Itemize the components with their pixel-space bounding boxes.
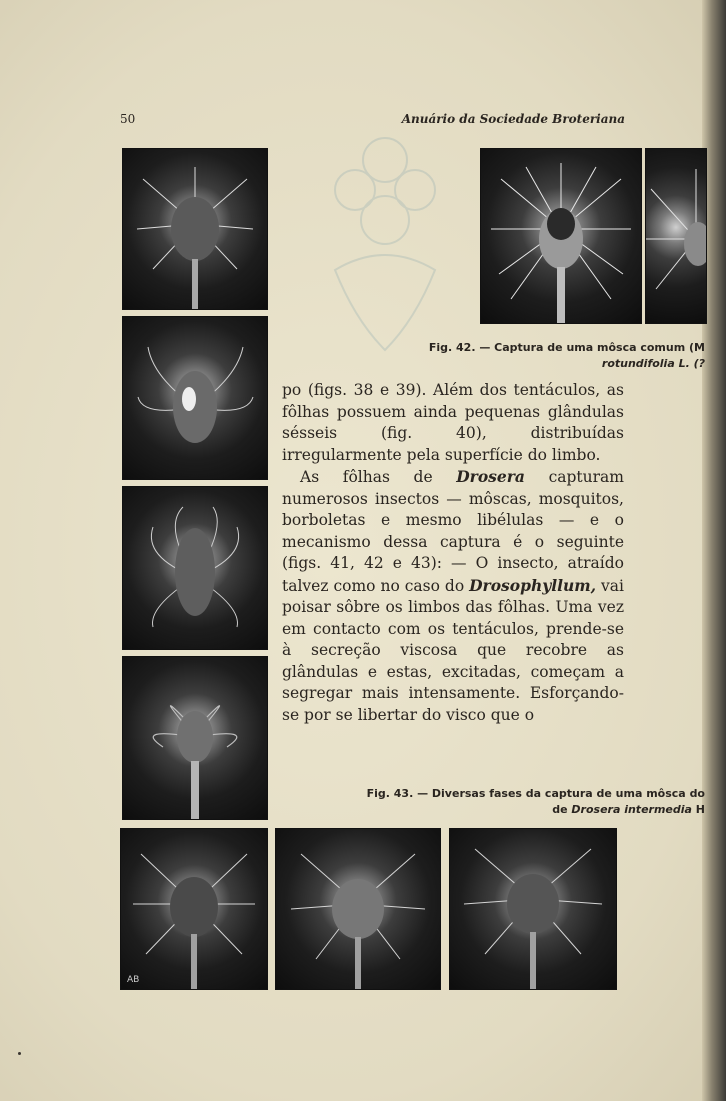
genus-drosophyllum: Drosophyllum, — [469, 575, 597, 595]
fig43-photo-5 — [120, 828, 268, 990]
sundew-leaf-with-fly-icon — [481, 149, 641, 323]
paragraph-2-part-a: As fôlhas de — [300, 468, 457, 486]
sundew-leaf-curling-icon — [123, 487, 267, 649]
fig42-caption-line2: rotundifolia L. (? — [601, 357, 705, 370]
page-number: 50 — [120, 112, 136, 126]
paper-speck — [18, 1052, 21, 1055]
fig43-caption-line1: Fig. 43. — Diversas fases da captura de uma môsca do — [366, 787, 705, 800]
fig43-photo-4 — [122, 656, 268, 820]
paragraph-2 — [282, 466, 624, 726]
fig43-photo-3 — [122, 486, 268, 650]
show-through-illustration — [295, 120, 475, 360]
fig43-photo-1 — [122, 148, 268, 310]
sundew-leaf-icon — [646, 149, 706, 323]
sundew-leaf-capture-icon — [123, 317, 267, 479]
fig43-caption-line2 — [360, 802, 705, 818]
body-text — [282, 380, 624, 726]
journal-title: Anuário da Sociedade Broteriana — [401, 112, 625, 126]
fig43-photo-7 — [449, 828, 617, 990]
paragraph-1: po (figs. 38 e 39). Além dos tentáculos, as fôlhas possuem ainda pequenas glândulas sésseis (fig. 40), distribuídas irregularmente pela superfície do limbo. — [282, 381, 624, 464]
paragraph-2-part-c: vai poisar sôbre os limbos das fôlhas. Uma vez em contacto com os tentáculos, prende-se à secreção viscosa que recobre as glândulas e estas, excitadas, começam a segregar mais intensamente. Esforçando-se por se libertar do visco que o — [282, 576, 624, 724]
fig42-caption-line1: Fig. 42. — Captura de uma môsca comum (M — [428, 341, 705, 354]
sundew-leaf-icon-6 — [276, 829, 440, 989]
fig42-caption — [400, 340, 705, 372]
fig42-photo-second — [645, 148, 707, 324]
fig43-caption-species: Drosera intermedia — [571, 803, 692, 816]
photographer-signature: AB — [127, 975, 140, 985]
genus-drosera: Drosera — [456, 467, 525, 486]
paragraph-2-part-b: capturam numerosos insectos — môscas, mosquitos, borboletas e mesmo libélulas — e o mecanismo dessa captura é o seguinte (figs. 41, 42 e 43): — O insecto, atraído talvez como no caso do — [282, 468, 624, 595]
fig43-photo-2 — [122, 316, 268, 480]
sundew-leaf-icon-7 — [450, 829, 616, 989]
fig43-photo-6 — [275, 828, 441, 990]
sundew-leaf-open-icon — [123, 149, 267, 309]
fig43-caption-line2-b: H — [691, 803, 705, 816]
fig43-caption — [360, 786, 705, 818]
sundew-leaf-closed-icon — [123, 657, 267, 819]
sundew-leaf-icon-5 — [121, 829, 267, 989]
fig43-caption-line2-a: de — [552, 803, 572, 816]
fig42-photo-fly — [480, 148, 642, 324]
